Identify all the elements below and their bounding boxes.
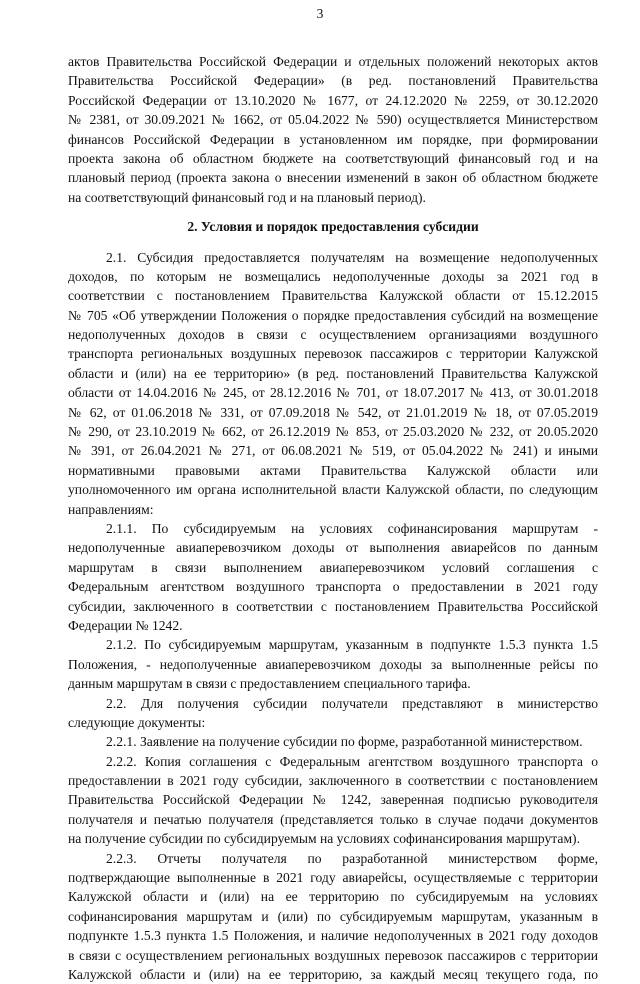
text-line: 2.2.2. Копия соглашения с Федеральным агентством воздушного транспорта о (106, 753, 598, 769)
text-line: субсидии, заключенного в соответствии с постановлением Правительства Российской (68, 598, 598, 614)
text-line: № 290, от 23.10.2019 № 662, от 26.12.2019 № 853, от 25.03.2020 № 232, от 20.05.2020 (68, 424, 598, 440)
section-heading: 2. Условия и порядок предоставления субсидии (187, 219, 479, 235)
text-line: Калужской области и (или) на ее территорию, за каждый месяц текущего года, по (68, 966, 598, 982)
text-line: области и (или) на ее территорию» (в ред. постановлений Правительства Калужской (68, 365, 598, 381)
text-line: Федеральным агентством воздушного транспорта о предоставлении в 2021 году (68, 579, 598, 595)
text-line: проекта закона об областном бюджете на соответствующий финансовый год и на (68, 150, 598, 166)
text-line: подтверждающие выполненные в 2021 году авиарейсы, осуществляемые с территории (68, 870, 598, 886)
text-line: подпункте 1.5.3 пункта 1.5 Положения, и наличие недополученных в 2021 году доходов (68, 928, 598, 944)
text-line: нормативными правовыми актами Правительства Калужской области или (68, 462, 598, 478)
text-line: 2.1. Субсидия предоставляется получателям на возмещение недополученных (106, 249, 598, 265)
text-line: плановый период (проекта закона о внесении изменений в закон об областном бюджете (68, 170, 598, 186)
text-line: недополученных доходов в связи с осуществлением организациями воздушного (68, 327, 598, 343)
text-line: № 62, от 01.06.2018 № 331, от 07.09.2018 № 542, от 21.01.2019 № 18, от 07.05.2019 (68, 404, 598, 420)
document-body (68, 52, 598, 984)
text-line: транспорта региональных воздушных перевозок пассажиров с территории Калужской (68, 346, 598, 362)
text-line: направлениям: (68, 501, 154, 517)
text-line: 2.1.1. По субсидируемым на условиях софинансирования маршрутам - (106, 520, 598, 536)
text-line: данным маршрутам в связи с предоставлением специального тарифа. (68, 676, 471, 692)
text-line: маршрутам в связи выполнением авиаперевозчиком условий соглашения с (68, 559, 598, 575)
text-line: предоставлении в 2021 году субсидии, заключенного в соответствии с постановлением (68, 773, 598, 789)
text-line: на соответствующий финансовый год и на плановый период). (68, 189, 426, 205)
text-line: 2.2. Для получения субсидии получатели представляют в министерство (106, 695, 598, 711)
text-line: соответствии с постановлением Правительства Калужской области от 15.12.2015 (68, 288, 598, 304)
text-line: в связи с осуществлением региональных воздушных перевозок пассажиров с территории (68, 947, 598, 963)
text-line: недополученные авиаперевозчиком доходы от выполнения авиарейсов по данным (68, 540, 598, 556)
text-line: № 705 «Об утверждении Положения о порядке предоставления субсидий на возмещение (68, 307, 598, 323)
text-line: следующие документы: (68, 714, 206, 730)
text-line: Российской Федерации от 13.10.2020 № 1677, от 24.12.2020 № 2259, от 30.12.2020 (68, 92, 598, 108)
text-line: финансов Российской Федерации в установленном им порядке, при формировании (68, 131, 598, 147)
text-line: Положения, - недополученные авиаперевозчиком доходы за выполненные рейсы по (68, 656, 598, 672)
text-line: актов Правительства Российской Федерации и отдельных положений некоторых актов (68, 54, 598, 69)
text-line: доходов, по которым не возмещались недополученные доходы за 2021 год в (68, 268, 598, 284)
text-line: Правительства Российской Федерации № 1242, заверенная подписью руководителя (68, 792, 598, 808)
text-line: Федерации № 1242. (68, 617, 183, 633)
text-line: софинансирования маршрутам и (или) по субсидируемым маршрутам, указанным в (68, 908, 598, 924)
text-line: 2.1.2. По субсидируемым маршрутам, указанным в подпункте 1.5.3 пункта 1.5 (106, 637, 598, 653)
text-line: на получение субсидии по субсидируемым на условиях софинансирования маршрутам). (68, 831, 580, 847)
text-line: Калужской области и (или) на ее территорию по субсидируемым на условиях (68, 889, 598, 905)
text-line: № 2381, от 30.09.2021 № 1662, от 05.04.2022 № 590) осуществляется Министерством (68, 112, 598, 128)
text-line: Правительства Российской Федерации» (в ред. постановлений Правительства (68, 73, 598, 89)
text-line: 2.2.1. Заявление на получение субсидии по форме, разработанной министерством. (106, 734, 583, 750)
text-line: 2.2.3. Отчеты получателя по разработанной министерством форме, (106, 850, 598, 866)
page-number: 3 (316, 6, 324, 21)
text-line: уполномоченного им органа исполнительной власти Калужской области, по следующим (68, 482, 598, 498)
text-line: № 391, от 26.04.2021 № 271, от 06.08.2021 № 519, от 05.04.2022 № 241) и иными (68, 443, 598, 459)
text-line: области от 14.04.2016 № 245, от 28.12.2016 № 701, от 18.07.2017 № 413, от 30.01.2018 (68, 385, 598, 401)
text-line: получателя и печатью получателя (представляется только в случае подачи документов (68, 811, 598, 827)
